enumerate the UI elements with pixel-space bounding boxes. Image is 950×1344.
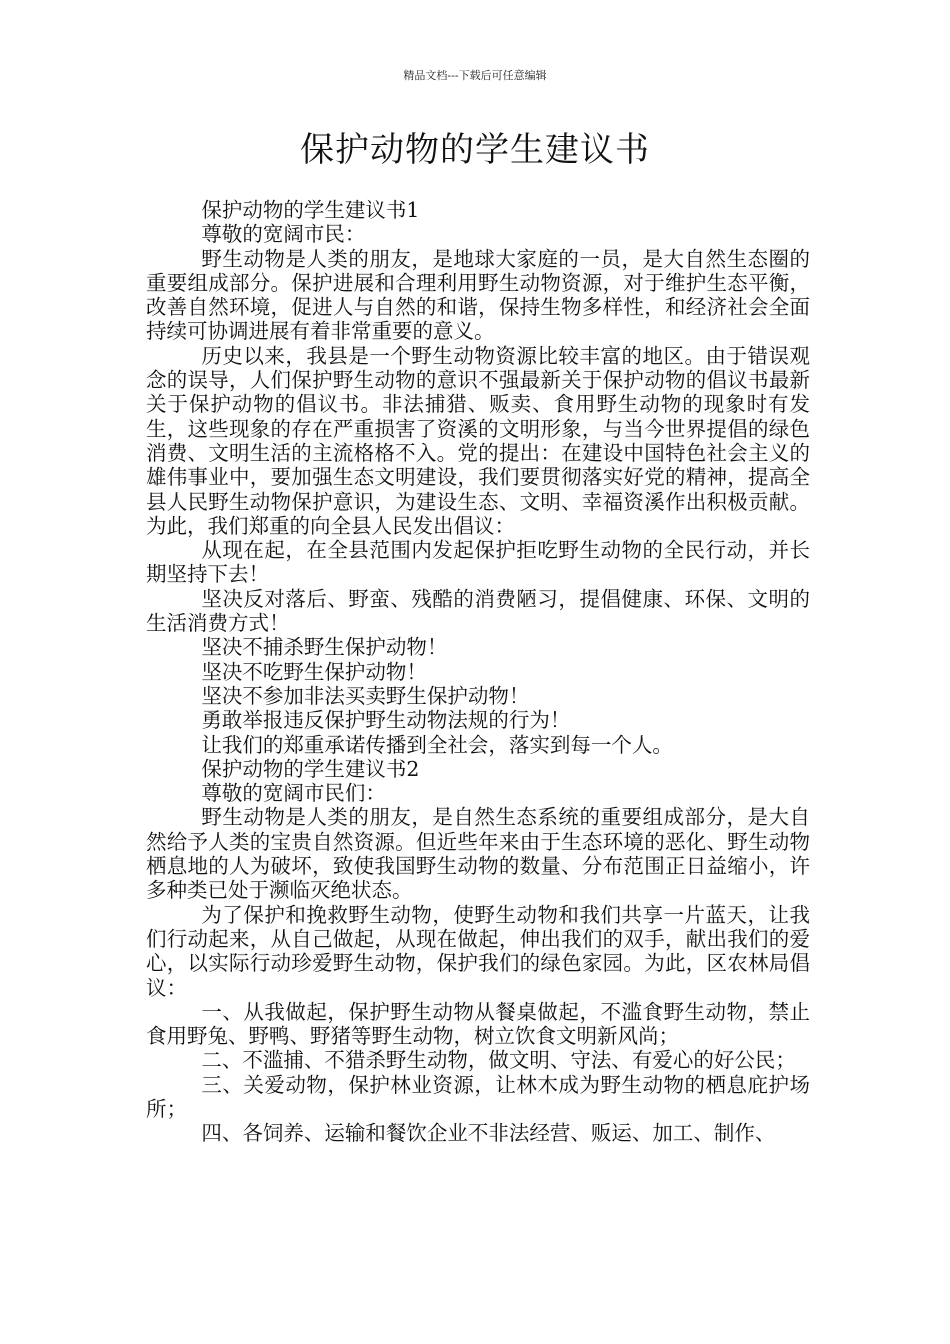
proposal-item: 一、从我做起，保护野生动物从餐桌做起，不滥食野生动物，禁止食用野兔、野鸭、野猪等野生动物，树立饮食文明新风尚；	[146, 999, 810, 1049]
paragraph: 从现在起，在全县范围内发起保护拒吃野生动物的全民行动，并长期坚持下去！	[146, 538, 810, 587]
pledge-item: 坚决不吃野生保护动物！	[201, 659, 427, 684]
proposal-item: 四、各饲养、运输和餐饮企业不非法经营、贩运、加工、制作、	[201, 1121, 776, 1146]
salutation-2: 尊敬的宽阔市民们：	[201, 781, 386, 806]
pledge-item: 坚决不参加非法买卖野生保护动物！	[201, 683, 530, 708]
paragraph: 野生动物是人类的朋友，是自然生态系统的重要组成部分，是大自然给予人类的宝贵自然资源。但近些年来由于生态环境的恶化、野生动物栖息地的人为破坏，致使我国野生动物的数量、分布范围正日益缩小，许多种类已处于濒临灭绝状态。	[146, 805, 810, 903]
paragraph: 让我们的郑重承诺传播到全社会，落实到每一个人。	[201, 732, 673, 757]
document-title: 保护动物的学生建议书	[300, 130, 650, 170]
paragraph: 坚决反对落后、野蛮、残酷的消费陋习，提倡健康、环保、文明的生活消费方式！	[146, 586, 810, 636]
proposal-item: 三、关爱动物，保护林业资源，让林木成为野生动物的栖息庇护场所；	[146, 1072, 810, 1121]
pledge-item: 坚决不捕杀野生保护动物！	[201, 635, 448, 660]
paragraph: 为了保护和挽救野生动物，使野生动物和我们共享一片蓝天，让我们行动起来，从自己做起，从现在做起，伸出我们的双手，献出我们的爱心，以实际行动珍爱野生动物，保护我们的绿色家园。为此，区农林局倡议：	[146, 902, 810, 1000]
page-header: 精品文档---下载后可任意编辑	[403, 69, 547, 82]
proposal-item: 二、不滥捕、不猎杀野生动物，做文明、守法、有爱心的好公民；	[201, 1048, 796, 1073]
paragraph: 野生动物是人类的朋友，是地球大家庭的一员，是大自然生态圈的重要组成部分。保护进展和合理利用野生动物资源，对于维护生态平衡，改善自然环境，促进人与自然的和谐，保持生物多样性，和经济社会全面持续可协调进展有着非常重要的意义。	[146, 246, 810, 344]
section-heading-1: 保护动物的学生建议书1	[201, 198, 420, 222]
document-body	[146, 198, 810, 1146]
salutation-1: 尊敬的宽阔市民：	[201, 222, 366, 247]
pledge-item: 勇敢举报违反保护野生动物法规的行为！	[201, 708, 571, 733]
section-heading-2: 保护动物的学生建议书2	[201, 756, 420, 781]
paragraph: 历史以来，我县是一个野生动物资源比较丰富的地区。由于错误观念的误导，人们保护野生动物的意识不强最新关于保护动物的倡议书最新关于保护动物的倡议书。非法捕猎、贩卖、食用野生动物的现象时有发生，这些现象的存在严重损害了资溪的文明形象，与当今世界提倡的绿色消费、文明生活的主流格格不入。党的提出：在建设中国特色社会主义的雄伟事业中，要加强生态文明建设，我们要贯彻落实好党的精神，提高全县人民野生动物保护意识，为建设生态、文明、幸福资溪作出积极贡献。为此，我们郑重的向全县人民发出倡议：	[146, 343, 810, 538]
